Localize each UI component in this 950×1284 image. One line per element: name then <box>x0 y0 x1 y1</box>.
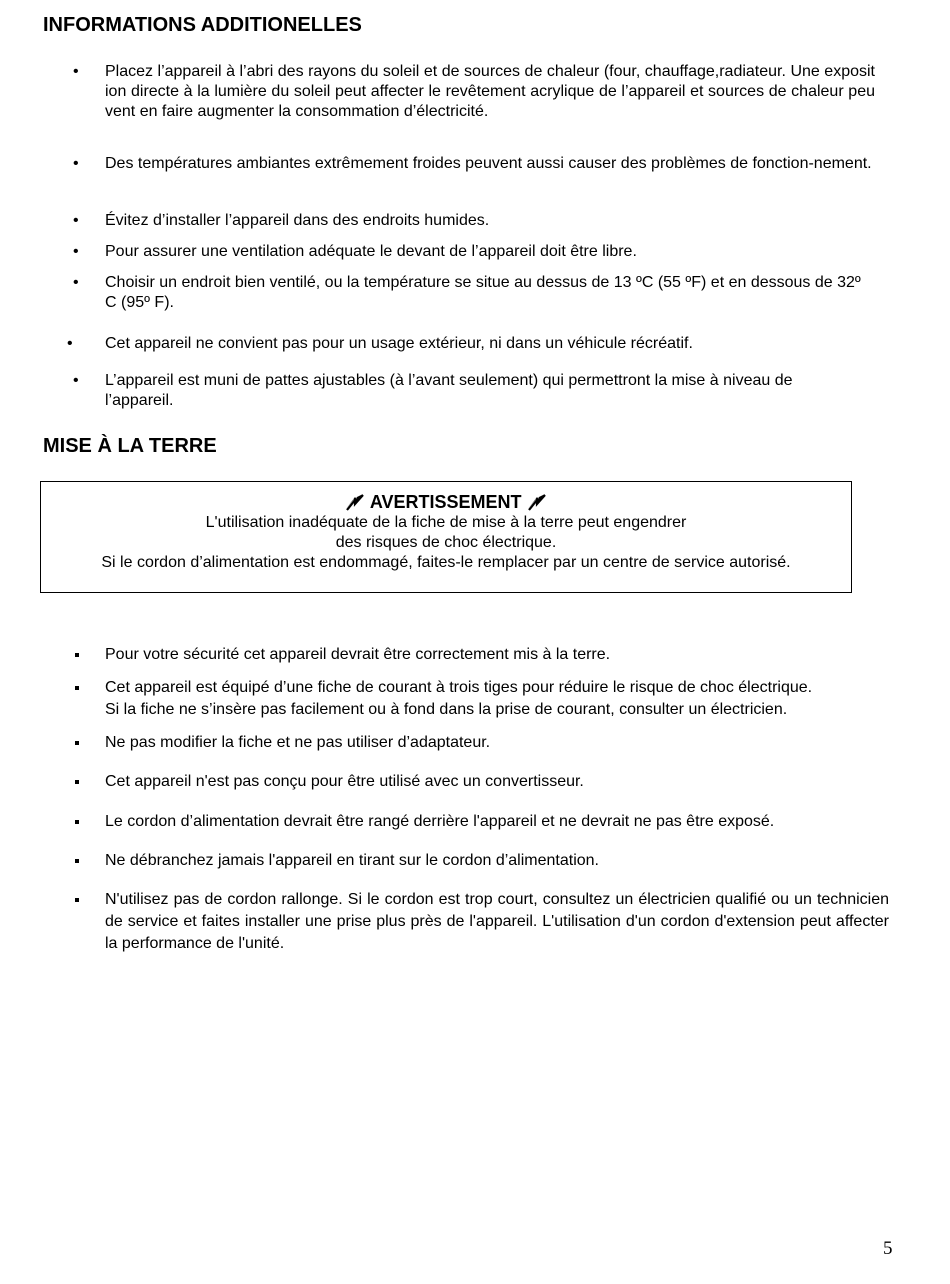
bullet-dot: • <box>73 155 79 172</box>
square-bullet <box>75 859 79 863</box>
electric-bolt-icon <box>345 492 369 512</box>
warning-box <box>40 481 852 593</box>
bullet-dot: • <box>67 335 73 352</box>
list-item: Ne débranchez jamais l'appareil en tirant sur le cordon d’alimentation. <box>105 852 599 869</box>
electric-bolt-icon <box>522 492 547 512</box>
list-item: N'utilisez pas de cordon rallonge. Si le cordon est trop court, consultez un électricien qualifié ou un technicien de service et faites installer une prise plus près de l'appareil. L'utilisation d'un cordon d'extension peut affecter la performance de l'unité. <box>105 891 889 952</box>
bullet-dot: • <box>73 274 79 291</box>
bullet-dot: • <box>73 372 79 389</box>
square-bullet <box>75 653 79 657</box>
list-item: Cet appareil ne convient pas pour un usage extérieur, ni dans un véhicule récréatif. <box>105 335 693 352</box>
page-number: 5 <box>883 1238 893 1259</box>
square-bullet <box>75 741 79 745</box>
square-bullet <box>75 780 79 784</box>
list-item: Évitez d’installer l’appareil dans des endroits humides. <box>105 212 490 229</box>
list-item-continuation: Si la fiche ne s’insère pas facilement ou à fond dans la prise de courant, consulter un électricien. <box>105 701 788 718</box>
list-item: Des températures ambiantes extrêmement froides peuvent aussi causer des problèmes de fonction-nement. <box>105 155 872 172</box>
square-bullet <box>75 898 79 902</box>
section-title-informations: INFORMATIONS ADDITIONELLES <box>43 14 362 36</box>
list-item: Le cordon d’alimentation devrait être rangé derrière l'appareil et ne devrait ne pas être exposé. <box>105 813 775 830</box>
list-item: Cet appareil n'est pas conçu pour être utilisé avec un convertisseur. <box>105 773 584 790</box>
list-item: Pour votre sécurité cet appareil devrait être correctement mis à la terre. <box>105 646 611 663</box>
bullet-dot: • <box>73 63 79 80</box>
warning-title: AVERTISSEMENT <box>369 492 522 512</box>
warning-line: L'utilisation inadéquate de la fiche de mise à la terre peut engendrer <box>205 514 687 531</box>
warning-line: des risques de choc électrique. <box>335 534 557 551</box>
list-item: Choisir un endroit bien ventilé, ou la température se situe au dessus de 13 ºC (55 ºF) et en dessous de 32º C (95º F). <box>105 274 861 311</box>
list-item: Placez l’appareil à l’abri des rayons du soleil et de sources de chaleur (four, chauffage,radiateur. Une exposition directe à la lumière du soleil peut affecter le revêtement acrylique de l’appareil et sources de chaleur peuvent en faire augmenter la consommation d’électricité. <box>105 63 875 120</box>
list-item: Pour assurer une ventilation adéquate le devant de l’appareil doit être libre. <box>105 243 637 260</box>
warning-line: Si le cordon d’alimentation est endommagé, faites-le remplacer par un centre de service autorisé. <box>101 554 791 571</box>
square-bullet <box>75 820 79 824</box>
square-bullet <box>75 686 79 690</box>
bullet-dot: • <box>73 212 79 229</box>
warning-title-row <box>41 491 851 513</box>
bullet-dot: • <box>73 243 79 260</box>
list-item: L’appareil est muni de pattes ajustables (à l’avant seulement) qui permettront la mise à niveau de l’appareil. <box>105 372 793 409</box>
list-item: Cet appareil est équipé d’une fiche de courant à trois tiges pour réduire le risque de choc électrique. <box>105 679 813 696</box>
section-title-mise-a-la-terre: MISE À LA TERRE <box>43 435 217 457</box>
list-item: Ne pas modifier la fiche et ne pas utiliser d’adaptateur. <box>105 734 491 751</box>
